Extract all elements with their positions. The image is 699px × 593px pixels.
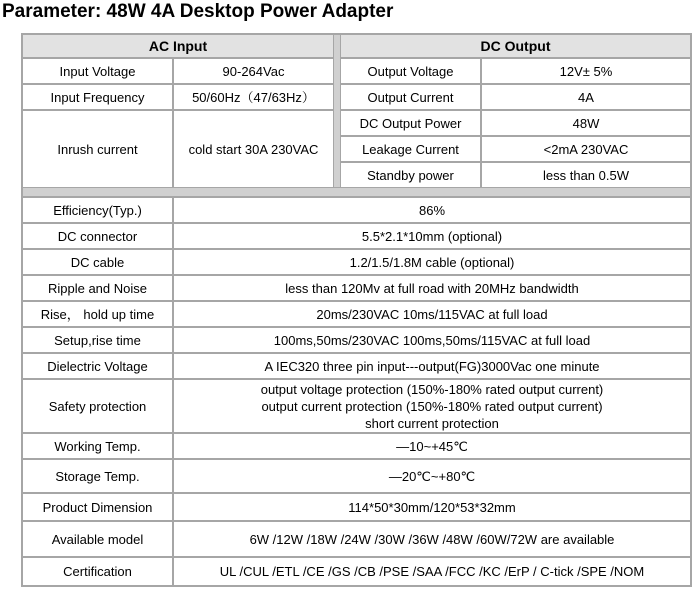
spec-label-setup-rise-time: Setup,rise time (23, 328, 172, 352)
spec-value-dc-cable: 1.2/1.5/1.8M cable (optional) (174, 250, 690, 274)
spec-label-rise-hold-up-time: Rise， hold up time (23, 302, 172, 326)
spec-value-ripple-noise: less than 120Mv at full road with 20MHz bandwidth (174, 276, 690, 300)
spec-label-certification: Certification (23, 558, 172, 585)
dc-label-standby-power: Standby power (341, 163, 480, 187)
ac-label-input-frequency: Input Frequency (23, 85, 172, 109)
spec-label-dc-cable: DC cable (23, 250, 172, 274)
ac-label-input-voltage: Input Voltage (23, 59, 172, 83)
ac-value-input-voltage: 90-264Vac (174, 59, 333, 83)
safety-protection-line: short current protection (365, 415, 499, 431)
spec-value-rise-hold-up-time: 20ms/230VAC 10ms/115VAC at full load (174, 302, 690, 326)
dc-label-output-voltage: Output Voltage (341, 59, 480, 83)
spec-label-product-dimension: Product Dimension (23, 494, 172, 520)
dc-value-output-voltage: 12V± 5% (482, 59, 690, 83)
safety-protection-line: output current protection (150%-180% rated output current) (261, 398, 603, 414)
section-separator (23, 188, 690, 196)
dc-label-leakage-current: Leakage Current (341, 137, 480, 161)
spec-value-dc-connector: 5.5*2.1*10mm (optional) (174, 224, 690, 248)
spec-value-storage-temp: —20℃~+80℃ (174, 460, 690, 492)
spec-value-dielectric-voltage: A IEC320 three pin input---output(FG)3000Vac one minute (174, 354, 690, 378)
ac-value-input-frequency: 50/60Hz（47/63Hz） (174, 85, 333, 109)
spec-label-dielectric-voltage: Dielectric Voltage (23, 354, 172, 378)
spec-value-working-temp: —10~+45℃ (174, 434, 690, 458)
spec-table (21, 33, 692, 587)
section-divider (334, 35, 340, 187)
spec-label-safety-protection: Safety protection (23, 380, 172, 432)
spec-value-available-model: 6W /12W /18W /24W /30W /36W /48W /60W/72W are available (174, 522, 690, 556)
dc-label-output-power: DC Output Power (341, 111, 480, 135)
ac-value-inrush-current: cold start 30A 230VAC (174, 111, 333, 187)
spec-label-efficiency: Efficiency(Typ.) (23, 198, 172, 222)
dc-output-header: DC Output (341, 35, 690, 57)
spec-label-dc-connector: DC connector (23, 224, 172, 248)
spec-value-certification: UL /CUL /ETL /CE /GS /CB /PSE /SAA /FCC /KC /ErP / C-tick /SPE /NOM (174, 558, 690, 585)
spec-value-setup-rise-time: 100ms,50ms/230VAC 100ms,50ms/115VAC at full load (174, 328, 690, 352)
safety-protection-line: output voltage protection (150%-180% rated output current) (260, 381, 604, 397)
spec-label-available-model: Available model (23, 522, 172, 556)
spec-label-storage-temp: Storage Temp. (23, 460, 172, 492)
spec-label-ripple-noise: Ripple and Noise (23, 276, 172, 300)
spec-value-product-dimension: 114*50*30mm/120*53*32mm (174, 494, 690, 520)
spec-value-safety-protection (174, 380, 690, 432)
ac-input-header: AC Input (23, 35, 333, 57)
dc-value-standby-power: less than 0.5W (482, 163, 690, 187)
page-title: Parameter: 48W 4A Desktop Power Adapter (2, 1, 394, 22)
dc-value-leakage-current: <2mA 230VAC (482, 137, 690, 161)
spec-label-working-temp: Working Temp. (23, 434, 172, 458)
ac-label-inrush-current: Inrush current (23, 111, 172, 187)
spec-value-efficiency: 86% (174, 198, 690, 222)
dc-label-output-current: Output Current (341, 85, 480, 109)
dc-value-output-current: 4A (482, 85, 690, 109)
dc-value-output-power: 48W (482, 111, 690, 135)
